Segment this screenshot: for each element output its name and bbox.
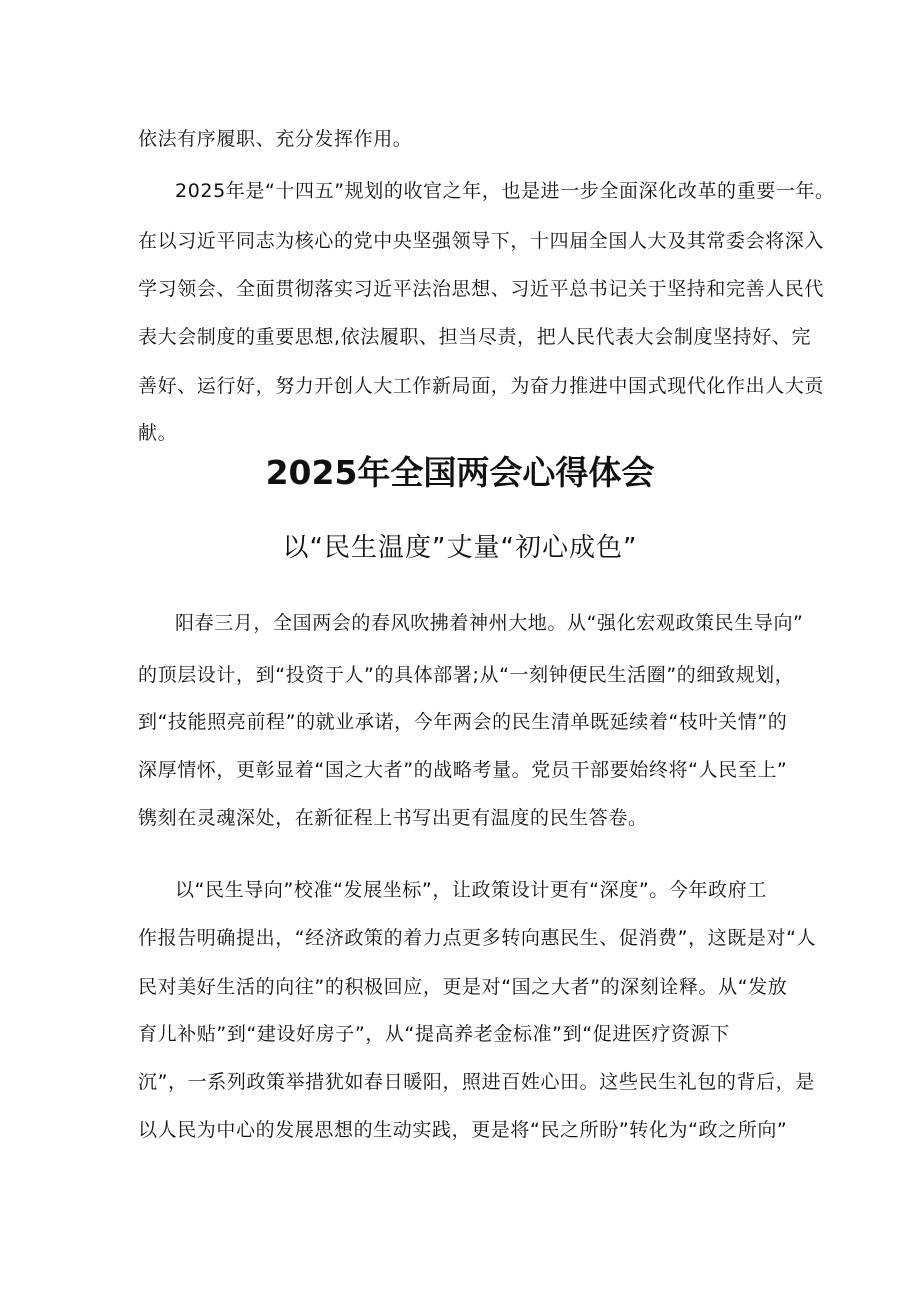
para-1-line: 阳春三月，全国两会的春风吹拂着神州大地。从“强化宏观政策民生导向” bbox=[175, 612, 804, 634]
para-2-line: 以人民为中心的发展思想的生动实践，更是将“民之所盼”转化为“政之所向” bbox=[138, 1119, 788, 1141]
para-2-line: 育儿补贴”到“建设好房子”，从“提高养老金标准”到“促进医疗资源下 bbox=[138, 1023, 730, 1045]
para-2-line: 沉”，一系列政策举措犹如春日暖阳，照进百姓心田。这些民生礼包的背后，是 bbox=[138, 1071, 815, 1093]
page-subtitle: 以“民生温度”丈量“初心成色” bbox=[282, 533, 638, 563]
para-top-line: 献。 bbox=[138, 422, 178, 444]
para-2-line: 以“民生导向”校准“发展坐标”，让政策设计更有“深度”。今年政府工 bbox=[175, 879, 767, 901]
page-title: 2025年全国两会心得体会 bbox=[265, 453, 655, 492]
para-top-line: 善好、运行好，努力开创人大工作新局面，为奋力推进中国式现代化作出人大贡 bbox=[138, 375, 825, 397]
para-2-line: 民对美好生活的向往”的积极回应，更是对“国之大者”的深刻诠释。从“发放 bbox=[138, 976, 788, 998]
para-1-line: 镌刻在灵魂深处，在新征程上书写出更有温度的民生答卷。 bbox=[138, 807, 648, 829]
para-1-line: 的顶层设计，到“投资于人”的具体部署;从“一刻钟便民生活圈”的细致规划， bbox=[138, 664, 795, 686]
para-1-line: 深厚情怀，更彰显着“国之大者”的战略考量。党员干部要始终将“人民至上” bbox=[138, 759, 788, 781]
para-top-line: 2025年是“十四五”规划的收官之年，也是进一步全面深化改革的重要一年。 bbox=[175, 180, 835, 202]
para-1-line: 到“技能照亮前程”的就业承诺，今年两会的民生清单既延续着“枝叶关情”的 bbox=[138, 711, 788, 733]
para-top-line: 在以习近平同志为核心的党中央坚强领导下，十四届全国人大及其常委会将深入 bbox=[138, 230, 825, 252]
para-2-line: 作报告明确提出，“经济政策的着力点更多转向惠民生、促消费”，这既是对“人 bbox=[138, 927, 817, 949]
para-top-line: 学习领会、全面贯彻落实习近平法治思想、习近平总书记关于坚持和完善人民代 bbox=[138, 278, 825, 300]
para-top-line: 表大会制度的重要思想,依法履职、担当尽责，把人民代表大会制度坚持好、完 bbox=[138, 326, 812, 348]
para-top-line: 依法有序履职、充分发挥作用。 bbox=[138, 128, 413, 150]
